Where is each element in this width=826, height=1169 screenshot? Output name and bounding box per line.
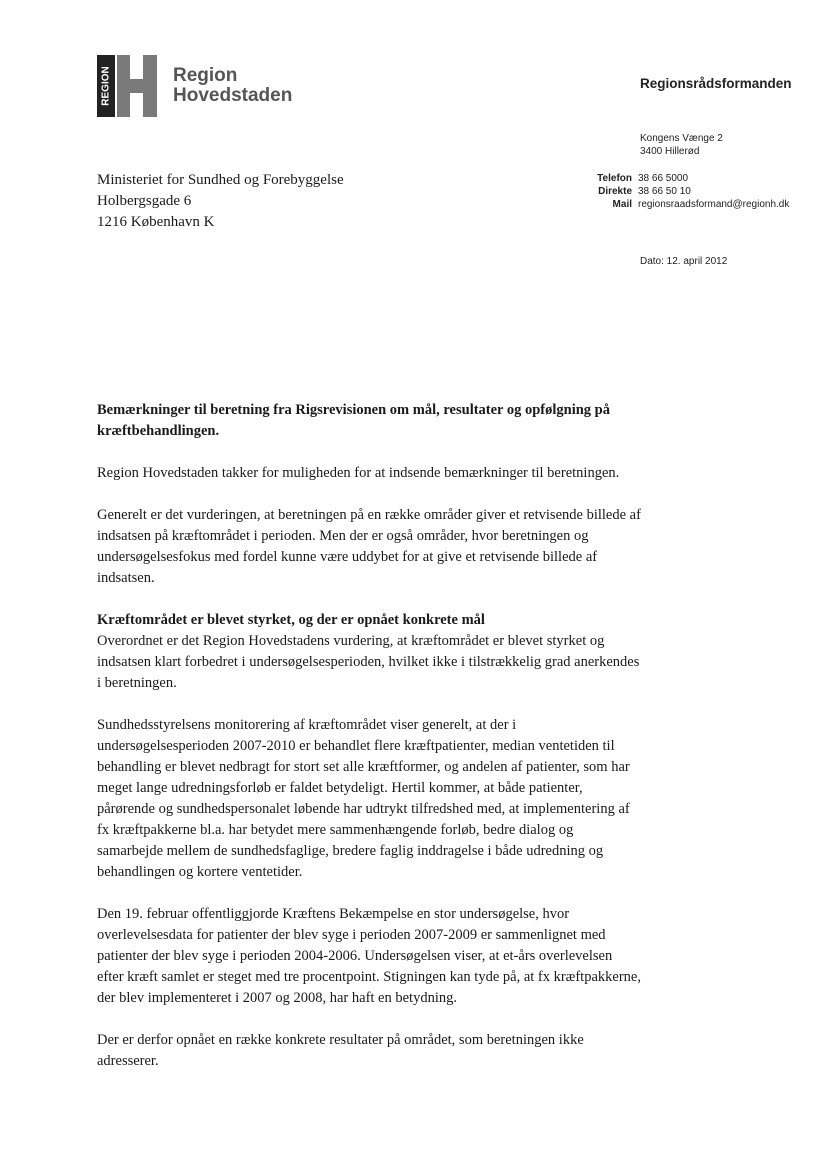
- region-hovedstaden-logo: [97, 55, 307, 117]
- region-h-logo-mark-icon: [97, 55, 159, 117]
- logo-line-hovedstaden: Hovedstaden: [173, 85, 293, 106]
- contact-label: Telefon: [597, 173, 632, 184]
- section-heading: Kræftområdet er blevet styrket, og der er opnået konkrete mål: [97, 612, 485, 628]
- contact-row-direct: [560, 185, 800, 198]
- contact-row-mail: [560, 198, 800, 211]
- recipient-city: 1216 København K: [97, 214, 215, 230]
- sender-street: Kongens Vænge 2: [640, 133, 723, 144]
- contact-row-phone: [560, 172, 800, 185]
- paragraph: Generelt er det vurderingen, at beretningen på en række områder giver et retvisende billede af indsatsen på kræftområdet i perioden. Men der er også områder, hvor beretningen og undersøgelsesfokus med fordel kunne være uddybet for at give et retvisende billede af indsatsen.: [97, 507, 641, 586]
- paragraph: Den 19. februar offentliggjorde Kræftens Bekæmpelse en stor undersøgelse, hvor overlevelsesdata for patienter der blev syge i perioden 2007-2009 er sammenlignet med patienter der blev syge i perioden 2004-2006. Undersøgelsen viser, at et-års overlevelsen efter kræft samlet er steget med tre procentpoint. Stigningen kan tyde på, at fx kræftpakkerne, der blev implementeret i 2007 og 2008, har haft en betydning.: [97, 906, 641, 1006]
- contact-email-link[interactable]: regionsraadsformand@regionh.dk: [638, 199, 790, 210]
- paragraph: Region Hovedstaden takker for muligheden for at indsende bemærkninger til beretningen.: [97, 465, 620, 481]
- contact-label: Mail: [612, 199, 632, 210]
- letter-date: Dato: 12. april 2012: [640, 256, 728, 267]
- logo-line-region: Region: [173, 65, 238, 86]
- sender-address: [640, 132, 723, 158]
- paragraph: Der er derfor opnået en række konkrete resultater på området, som beretningen ikke adresserer.: [97, 1032, 584, 1069]
- recipient-street: Holbergsgade 6: [97, 193, 192, 209]
- logo-wordmark: [173, 66, 292, 106]
- paragraph: Overordnet er det Region Hovedstadens vurdering, at kræftområdet er blevet styrket og indsatsen klart forbedret i undersøgelsesperioden, hvilket ikke i tilstrækkelig grad anerkendes i beretningen.: [97, 633, 640, 691]
- contact-value: 38 66 5000: [638, 173, 689, 184]
- logo-vertical-text: REGION: [100, 66, 112, 106]
- recipient-name: Ministeriet for Sundhed og Forebyggelse: [97, 172, 344, 188]
- paragraph: Sundhedsstyrelsens monitorering af kræftområdet viser generelt, at der i undersøgelsesperioden 2007-2010 er behandlet flere kræftpatienter, median ventetiden til behandling er blevet nedbragt for stort set alle kræftformer, og andelen af patienter, som har meget lange udredningsforløb er faldet betydeligt. Hertil kommer, at både patienter, pårørende og sundhedspersonalet løbende har udtrykt tilfredshed med, at implementering af fx kræftpakkerne bl.a. har betydet mere sammenhængende forløb, bedre dialog og samarbejde mellem de sundhedsfaglige, bredere faglig inddragelse i både udredning og behandlingen og kortere ventetider.: [97, 717, 630, 880]
- contact-label: Direkte: [598, 186, 632, 197]
- letter-subject: Bemærkninger til beretning fra Rigsrevisionen om mål, resultater og opfølgning på kræftbehandlingen.: [97, 402, 611, 439]
- sender-city: 3400 Hillerød: [640, 146, 700, 157]
- contact-value: 38 66 50 10: [638, 186, 691, 197]
- sender-title: Regionsrådsformanden: [640, 76, 792, 91]
- recipient-address: [97, 170, 344, 233]
- contact-info: [560, 172, 800, 211]
- letter-body: [97, 400, 642, 1093]
